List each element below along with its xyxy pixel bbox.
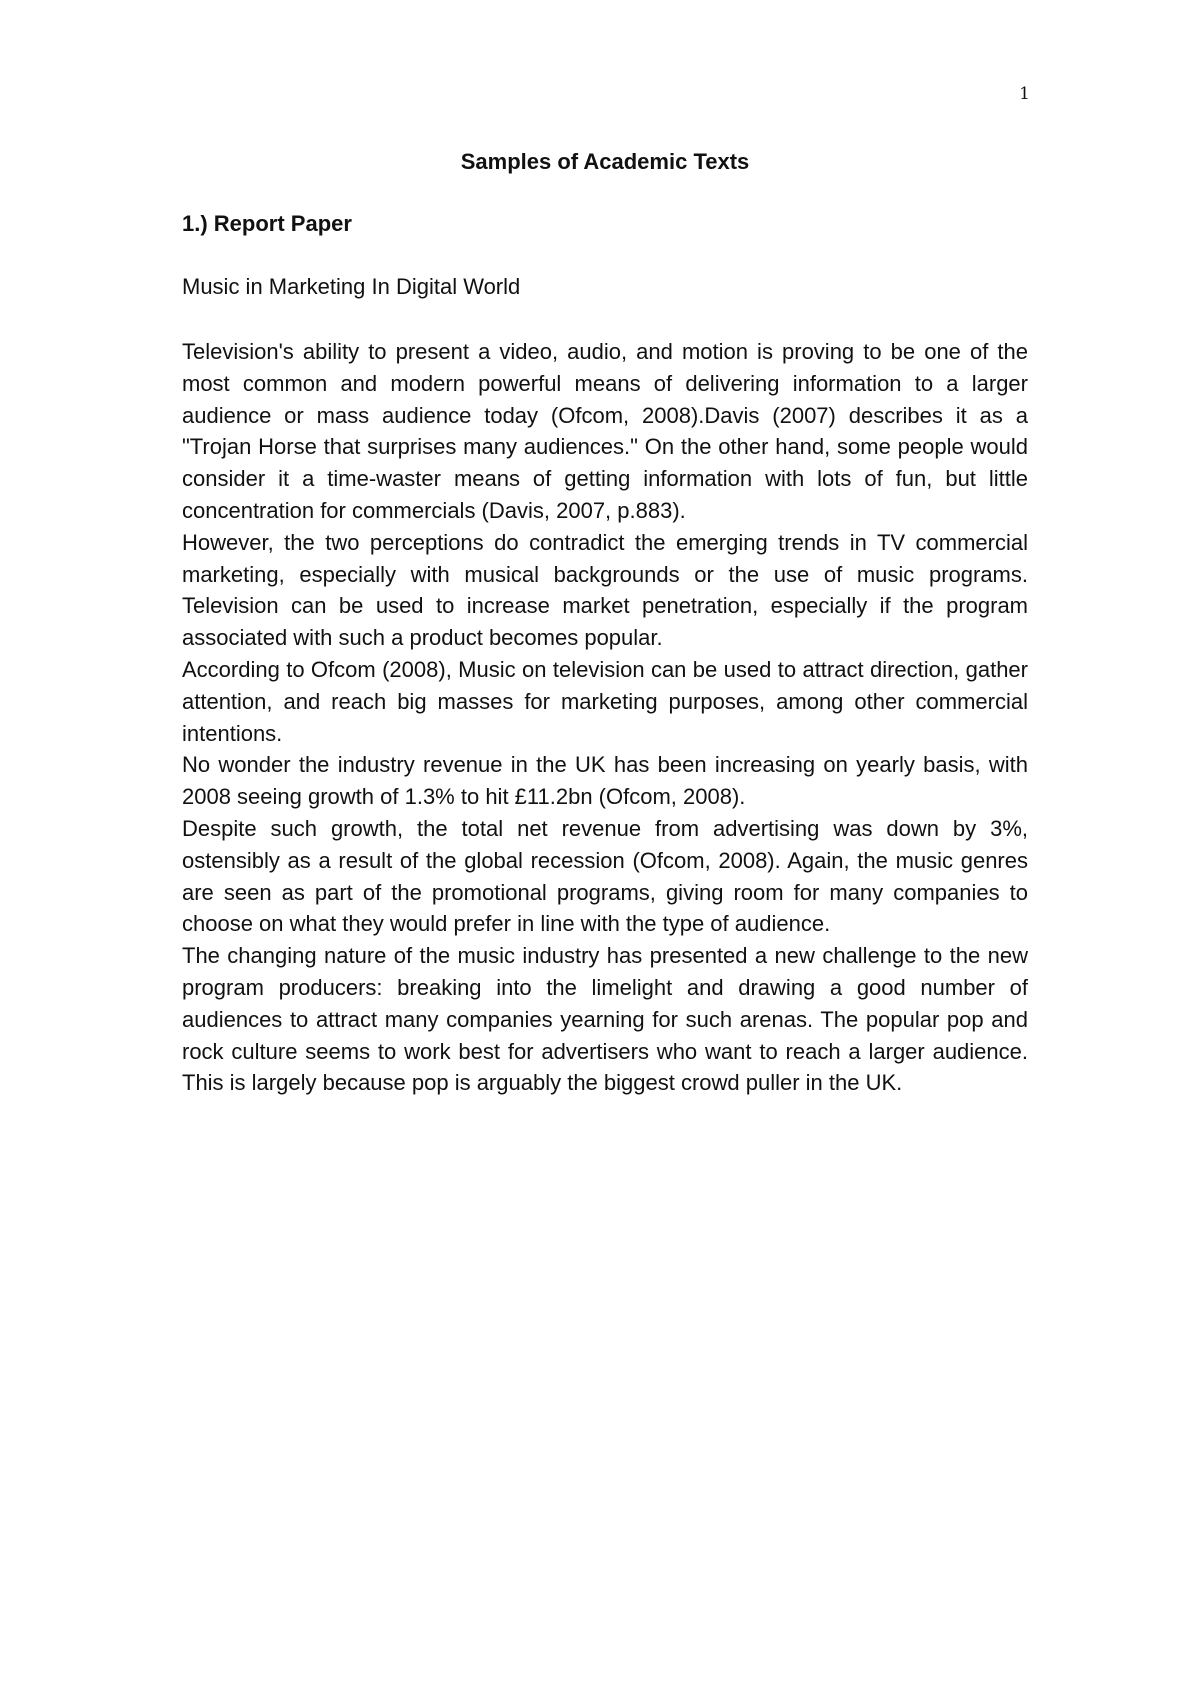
paragraph: No wonder the industry revenue in the UK has been increasing on yearly basis, with 2008 seeing growth of 1.3% to hit £11.2bn (Ofcom, 2008). (182, 752, 1028, 810)
paragraph: Television's ability to present a video, audio, and motion is proving to be one of the most common and modern powerful means of delivering information to a larger audience or mass audience today (Ofcom, 2008).Davis (2007) describes it as a "Trojan Horse that surprises many audiences." On the other hand, some people would consider it a time-waster means of getting information with lots of fun, but little concentration for commercials (Davis, 2007, p.883). (182, 339, 1028, 523)
paragraph: However, the two perceptions do contradict the emerging trends in TV commercial marketing, especially with musical backgrounds or the use of music programs. Television can be used to increase market penetration, especially if the program associated with such a product becomes popular. (182, 529, 1028, 651)
section-heading: 1.) Report Paper (182, 211, 352, 236)
body-text (182, 336, 1028, 1099)
page-number: 1 (1019, 84, 1030, 104)
paragraph: According to Ofcom (2008), Music on television can be used to attract direction, gather attention, and reach big masses for marketing purposes, among other commercial intentions. (182, 656, 1028, 746)
document-title: Samples of Academic Texts (460, 149, 750, 174)
paragraph: Despite such growth, the total net revenue from advertising was down by 3%, ostensibly as a result of the global recession (Ofcom, 2008). Again, the music genres are seen as part of the promotional programs, giving room for many companies to choose on what they would prefer in line with the type of audience. (182, 815, 1028, 937)
paragraph: The changing nature of the music industry has presented a new challenge to the new program producers: breaking into the limelight and drawing a good number of audiences to attract many companies yearning for such arenas. The popular pop and rock culture seems to work best for advertisers who want to reach a larger audience. This is largely because pop is arguably the biggest crowd puller in the UK. (182, 943, 1028, 1096)
paper-subtitle: Music in Marketing In Digital World (182, 274, 521, 299)
